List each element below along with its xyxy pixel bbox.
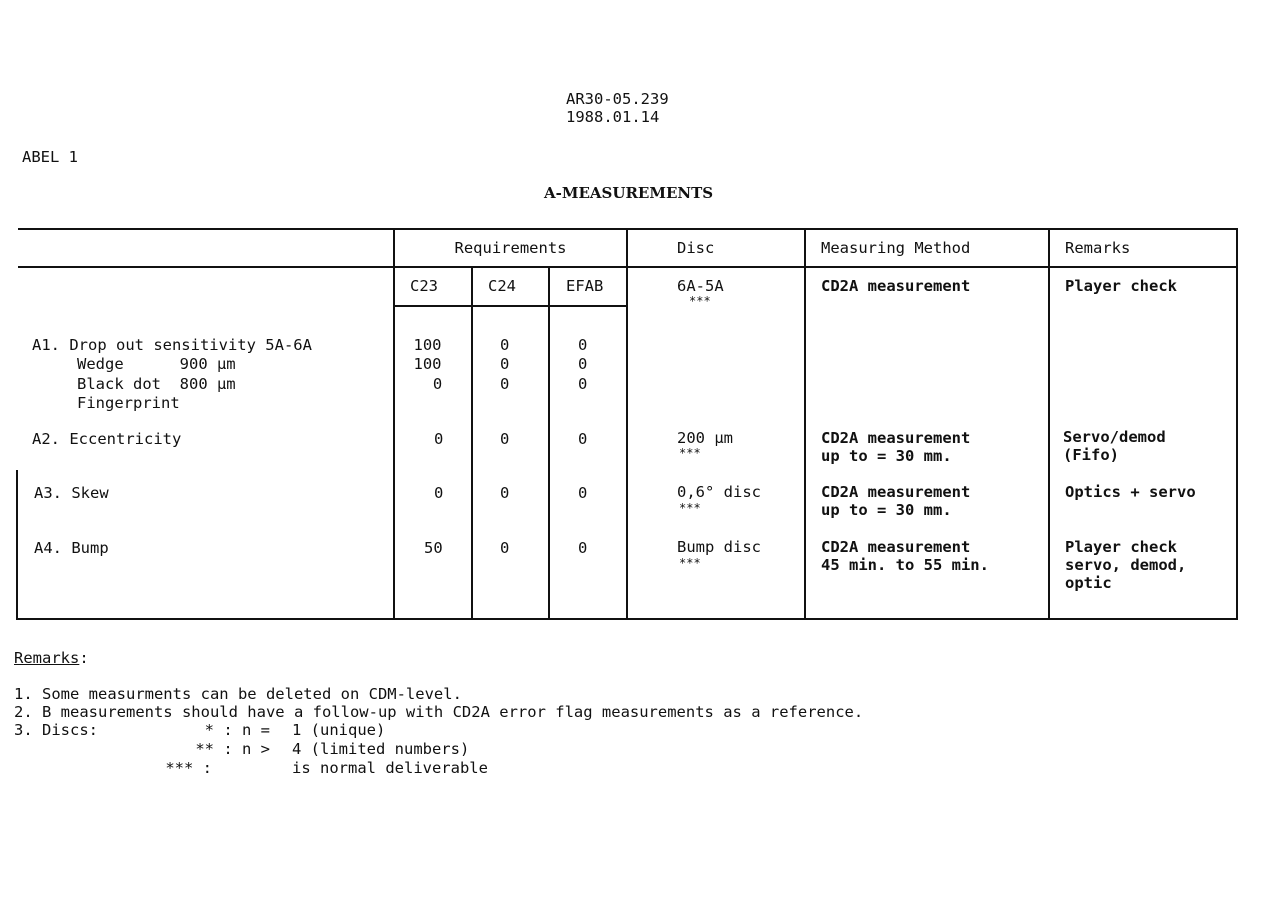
row-a2-item: A2. Eccentricity: [32, 430, 182, 448]
remark-line-1: 1. Some measurments can be deleted on CDM-level.: [14, 685, 462, 703]
disc-legend-stars-3: *** :: [165, 759, 212, 777]
header-remarks: Remarks: [1065, 239, 1131, 257]
subheader-c23: C23: [410, 277, 438, 295]
row-a2-efab: 0: [578, 430, 588, 448]
column-divider-efab: [626, 228, 628, 620]
disc-legend-stars-2: ** : n >: [195, 740, 270, 758]
row-a1-c24-fingerprint: 0: [500, 375, 510, 393]
row-a4-remarks-line-1: Player check: [1065, 538, 1177, 556]
row-a3-efab: 0: [578, 484, 588, 502]
row-a3-method-line-1: CD2A measurement: [821, 483, 971, 501]
row-a1-c23-black-dot: 100: [413, 355, 442, 373]
row-a1-c24-wedge: 0: [500, 336, 510, 354]
remark-line-2: 2. B measurements should have a follow-up with CD2A error flag measurements as a reference.: [14, 703, 864, 721]
row-a4-remarks-line-3: optic: [1065, 574, 1112, 592]
subheader-efab: EFAB: [566, 277, 604, 295]
row-a2-c23: 0: [434, 430, 444, 448]
row-a1-efab-wedge: 0: [578, 336, 588, 354]
row-a1-sub-wedge: Wedge 900 µm: [77, 355, 236, 373]
row-a1-efab-fingerprint: 0: [578, 375, 588, 393]
header-measuring-method: Measuring Method: [821, 239, 971, 257]
subheader-disc-stars: ***: [689, 294, 711, 308]
row-a1-sub-black-dot: Black dot 800 µm: [77, 375, 236, 393]
row-a3-c24: 0: [500, 484, 510, 502]
document-date: 1988.01.14: [566, 108, 660, 126]
subheader-method: CD2A measurement: [821, 277, 971, 295]
row-a2-remarks-line-2: (Fifo): [1063, 446, 1119, 464]
row-a4-method-line-2: 45 min. to 55 min.: [821, 556, 989, 574]
row-a4-c23: 50: [424, 539, 443, 557]
row-a4-c24: 0: [500, 539, 510, 557]
disc-legend-value-2: 4 (limited numbers): [292, 740, 470, 758]
row-a1-efab-black-dot: 0: [578, 355, 588, 373]
table-left-border: [16, 470, 18, 620]
column-divider-item: [393, 228, 395, 620]
document-number: AR30-05.239: [566, 90, 669, 108]
remarks-heading: [14, 649, 89, 668]
row-a2-disc-stars: ***: [679, 446, 701, 460]
subheader-c24: C24: [488, 277, 516, 295]
header-requirements: Requirements: [454, 239, 567, 257]
row-a4-remarks-line-2: servo, demod,: [1065, 556, 1187, 574]
row-a1-sub-fingerprint: Fingerprint: [77, 394, 180, 412]
row-a3-disc-stars: ***: [679, 501, 701, 515]
requirements-subheader-divider: [394, 305, 628, 307]
table-header-divider: [18, 266, 1238, 268]
row-a3-disc: 0,6° disc: [677, 483, 761, 501]
row-a4-disc: Bump disc: [677, 538, 761, 556]
table-right-border: [1236, 228, 1238, 620]
row-a4-disc-stars: ***: [679, 556, 701, 570]
column-divider-c23: [471, 266, 473, 620]
column-divider-method: [1048, 228, 1050, 620]
row-a4-method-line-1: CD2A measurement: [821, 538, 971, 556]
row-a1-c23-fingerprint: 0: [432, 375, 443, 393]
row-a4-efab: 0: [578, 539, 588, 557]
row-a2-method-line-2: up to = 30 mm.: [821, 447, 952, 465]
remarks-heading-text: Remarks: [14, 649, 80, 667]
row-a3-remarks-line-1: Optics + servo: [1065, 483, 1196, 501]
remarks-heading-colon: :: [79, 649, 89, 667]
table-title: A-MEASUREMENTS: [544, 184, 714, 202]
disc-legend-value-1: 1 (unique): [292, 721, 386, 739]
row-a4-item: A4. Bump: [34, 539, 109, 557]
row-a2-c24: 0: [500, 430, 510, 448]
table-top-border: [18, 228, 1238, 230]
disc-legend-stars-1: * : n =: [204, 721, 270, 739]
row-a1-c24-black-dot: 0: [500, 355, 510, 373]
column-divider-c24: [548, 266, 550, 620]
row-a3-c23: 0: [434, 484, 444, 502]
column-divider-disc: [804, 228, 806, 620]
row-a3-item: A3. Skew: [34, 484, 109, 502]
row-a1-c23-wedge: 100: [413, 336, 442, 354]
remark-line-3-label: 3. Discs:: [14, 721, 98, 739]
row-a2-remarks-line-1: Servo/demod: [1063, 428, 1166, 446]
subheader-disc: 6A-5A: [677, 277, 724, 295]
table-label: ABEL 1: [22, 148, 78, 166]
row-a2-method-line-1: CD2A measurement: [821, 429, 971, 447]
row-a3-method-line-2: up to = 30 mm.: [821, 501, 952, 519]
disc-legend-value-3: is normal deliverable: [292, 759, 488, 777]
row-a2-disc: 200 µm: [677, 429, 733, 447]
header-disc: Disc: [677, 239, 715, 257]
row-a1-item: A1. Drop out sensitivity 5A-6A: [32, 336, 312, 354]
subheader-remarks: Player check: [1065, 277, 1177, 295]
